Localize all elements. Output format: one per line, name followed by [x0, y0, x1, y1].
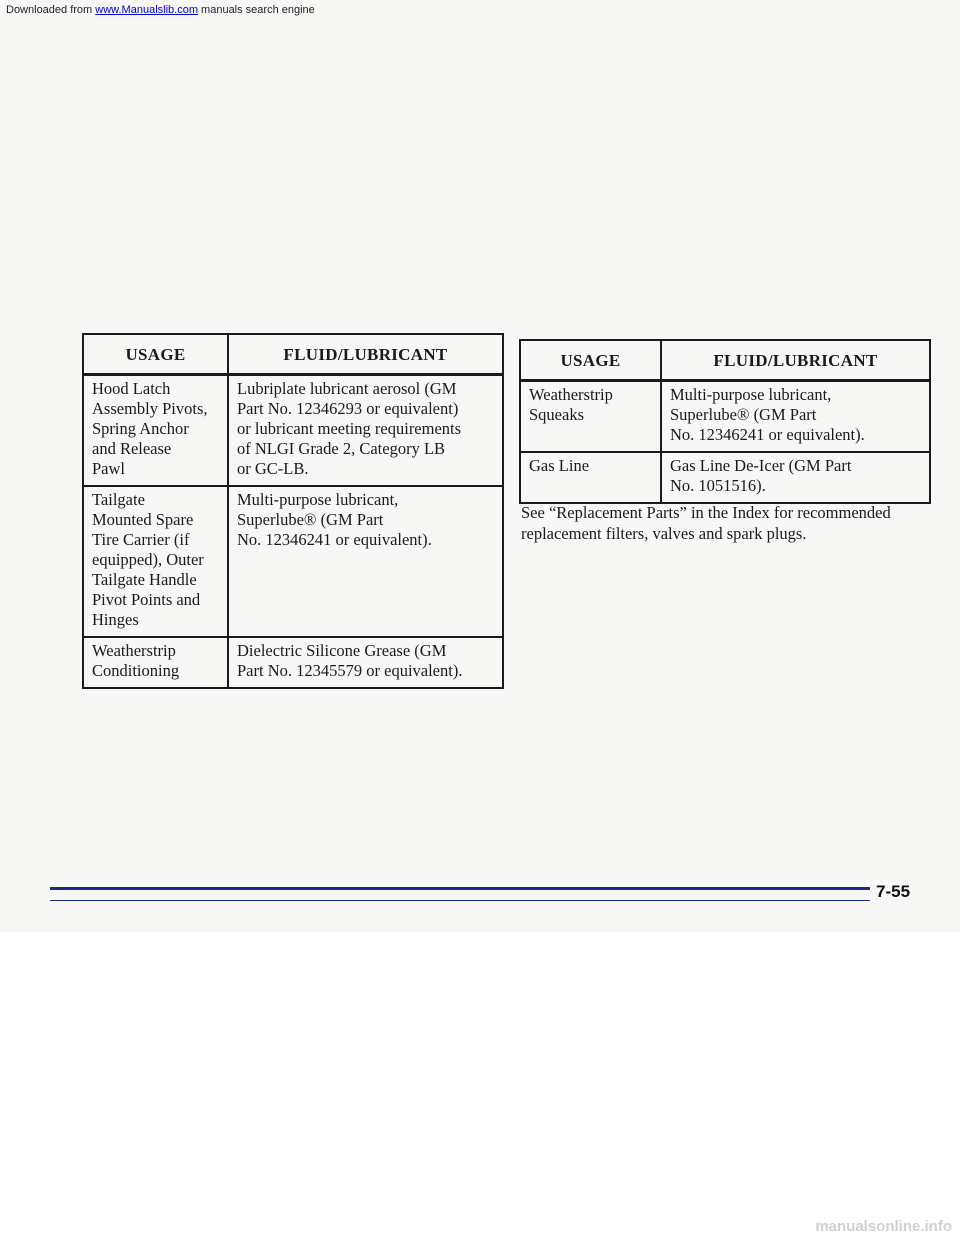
table-row: [520, 452, 930, 503]
right-fluid-table: [519, 339, 931, 504]
usage-line: Weatherstrip: [529, 385, 613, 404]
usage-line: Pivot Points and: [92, 590, 201, 609]
fluid-line: Dielectric Silicone Grease (GM: [237, 641, 447, 660]
usage-line: Weatherstrip: [92, 641, 176, 660]
usage-line: Pawl: [92, 459, 125, 478]
table-row: [83, 375, 503, 487]
fluid-line: Multi-purpose lubricant,: [670, 385, 832, 404]
fluid-line: No. 1051516).: [670, 476, 766, 495]
fluid-cell: [661, 452, 930, 503]
usage-cell: [83, 637, 228, 688]
fluid-lubricant-header: FLUID/LUBRICANT: [661, 340, 930, 381]
fluid-line: Multi-purpose lubricant,: [237, 490, 399, 509]
usage-line: Conditioning: [92, 661, 180, 680]
usage-line: Gas Line: [529, 456, 590, 475]
usage-line: Hood Latch: [92, 379, 171, 398]
fluid-line: No. 12346241 or equivalent).: [670, 425, 865, 444]
usage-line: Tailgate Handle: [92, 570, 197, 589]
table-header-row: [83, 334, 503, 375]
footer-rule-thick: [50, 887, 870, 890]
usage-line: Squeaks: [529, 405, 584, 424]
fluid-cell: [228, 637, 503, 688]
left-fluid-table: [82, 333, 504, 689]
footer-rule-thin: [50, 900, 870, 901]
footer-watermark: manualsonline.info: [815, 1218, 952, 1235]
replacement-parts-note: See “Replacement Parts” in the Index for recommended replacement filters, valves and spark plugs.: [521, 503, 891, 543]
usage-line: Spring Anchor: [92, 419, 189, 438]
usage-cell: [83, 375, 228, 487]
fluid-cell: [228, 486, 503, 637]
fluid-line: of NLGI Grade 2, Category LB: [237, 439, 446, 458]
banner-prefix: Downloaded from: [6, 4, 93, 16]
fluid-line: Lubriplate lubricant aerosol (GM: [237, 379, 457, 398]
usage-line: Tire Carrier (if: [92, 530, 190, 549]
fluid-line: Gas Line De-Icer (GM Part: [670, 456, 852, 475]
usage-header: USAGE: [520, 340, 661, 381]
table-row: [83, 637, 503, 688]
fluid-line: or lubricant meeting requirements: [237, 419, 462, 438]
download-banner: [6, 4, 315, 16]
fluid-line: Superlube® (GM Part: [670, 405, 817, 424]
fluid-line: Superlube® (GM Part: [237, 510, 384, 529]
usage-header: USAGE: [83, 334, 228, 375]
usage-cell: [520, 381, 661, 453]
fluid-line: No. 12346241 or equivalent).: [237, 530, 432, 549]
usage-line: and Release: [92, 439, 172, 458]
fluid-line: Part No. 12346293 or equivalent): [237, 399, 459, 418]
usage-line: Assembly Pivots,: [92, 399, 208, 418]
page-number: 7-55: [876, 882, 911, 901]
fluid-line: or GC-LB.: [237, 459, 309, 478]
usage-line: Hinges: [92, 610, 139, 629]
usage-line: Mounted Spare: [92, 510, 194, 529]
table-row: [83, 486, 503, 637]
usage-line: equipped), Outer: [92, 550, 204, 569]
fluid-cell: [661, 381, 930, 453]
table-row: [520, 381, 930, 453]
fluid-lubricant-header: FLUID/LUBRICANT: [228, 334, 503, 375]
fluid-cell: [228, 375, 503, 487]
usage-line: Tailgate: [92, 490, 145, 509]
manualslib-link[interactable]: www.Manualslib.com: [95, 4, 198, 16]
table-header-row: [520, 340, 930, 381]
usage-cell: [83, 486, 228, 637]
fluid-line: Part No. 12345579 or equivalent).: [237, 661, 463, 680]
usage-cell: [520, 452, 661, 503]
banner-suffix: manuals search engine: [201, 4, 315, 16]
